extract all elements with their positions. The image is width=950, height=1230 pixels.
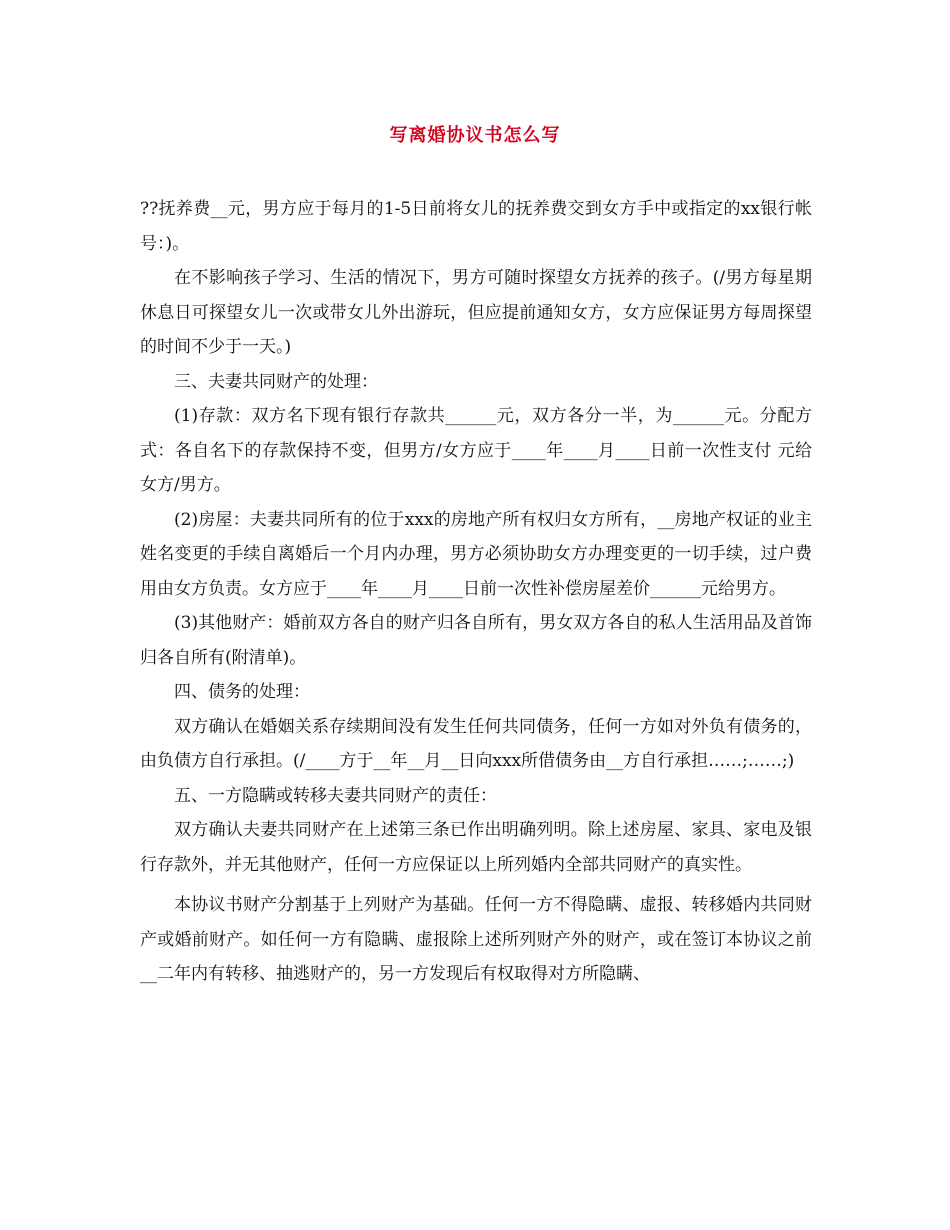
paragraph-deposits: (1)存款：双方名下现有银行存款共______元，双方各分一半，为______元。分配方式：各自名下的存款保持不变，但男方/女方应于____年____月____日前一次性支付 元给女方/男方。 — [140, 406, 812, 495]
paragraph-property-confirmation: 双方确认夫妻共同财产在上述第三条已作出明确列明。除上述房屋、家具、家电及银行存款外，并无其他财产，任何一方应保证以上所列婚内全部共同财产的真实性。 — [140, 820, 812, 875]
paragraph-property-division: 本协议书财产分割基于上列财产为基础。任何一方不得隐瞒、虚报、转移婚内共同财产或婚前财产。如任何一方有隐瞒、虚报除上述所列财产外的财产，或在签订本协议之前__二年内有转移、抽逃财产的，另一方发现后有权取得对方所隐瞒、 — [140, 895, 812, 984]
paragraph-house: (2)房屋：夫妻共同所有的位于xxx的房地产所有权归女方所有，__房地产权证的业主姓名变更的手续自离婚后一个月内办理，男方必须协助女方办理变更的一切手续，过户费用由女方负责。女方应于____年____月____日前一次性补偿房屋差价______元给男方。 — [140, 509, 812, 599]
document-body — [140, 192, 812, 992]
paragraph-debts: 双方确认在婚姻关系存续期间没有发生任何共同债务，任何一方如对外负有债务的，由负债方自行承担。(/____方于__年__月__日向xxx所借债务由__方自行承担……;……;) — [140, 716, 812, 771]
document-title: 写离婚协议书怎么写 — [389, 125, 561, 146]
paragraph-other-property: (3)其他财产：婚前双方各自的财产归各自所有，男女双方各自的私人生活用品及首饰归各自所有(附清单)。 — [140, 613, 812, 668]
heading-concealment: 五、一方隐瞒或转移夫妻共同财产的责任： — [174, 785, 497, 806]
heading-debts: 四、债务的处理： — [174, 682, 310, 702]
paragraph-visitation: 在不影响孩子学习、生活的情况下，男方可随时探望女方抚养的孩子。(/男方每星期休息日可探望女儿一次或带女儿外出游玩，但应提前通知女方，女方应保证男方每周探望的时间不少于一天。) — [140, 268, 812, 357]
heading-joint-property: 三、夫妻共同财产的处理： — [174, 371, 378, 392]
paragraph-child-support: ??抚养费__元，男方应于每月的1-5日前将女儿的抚养费交到女方手中或指定的xx银行帐号：)。 — [140, 199, 812, 254]
